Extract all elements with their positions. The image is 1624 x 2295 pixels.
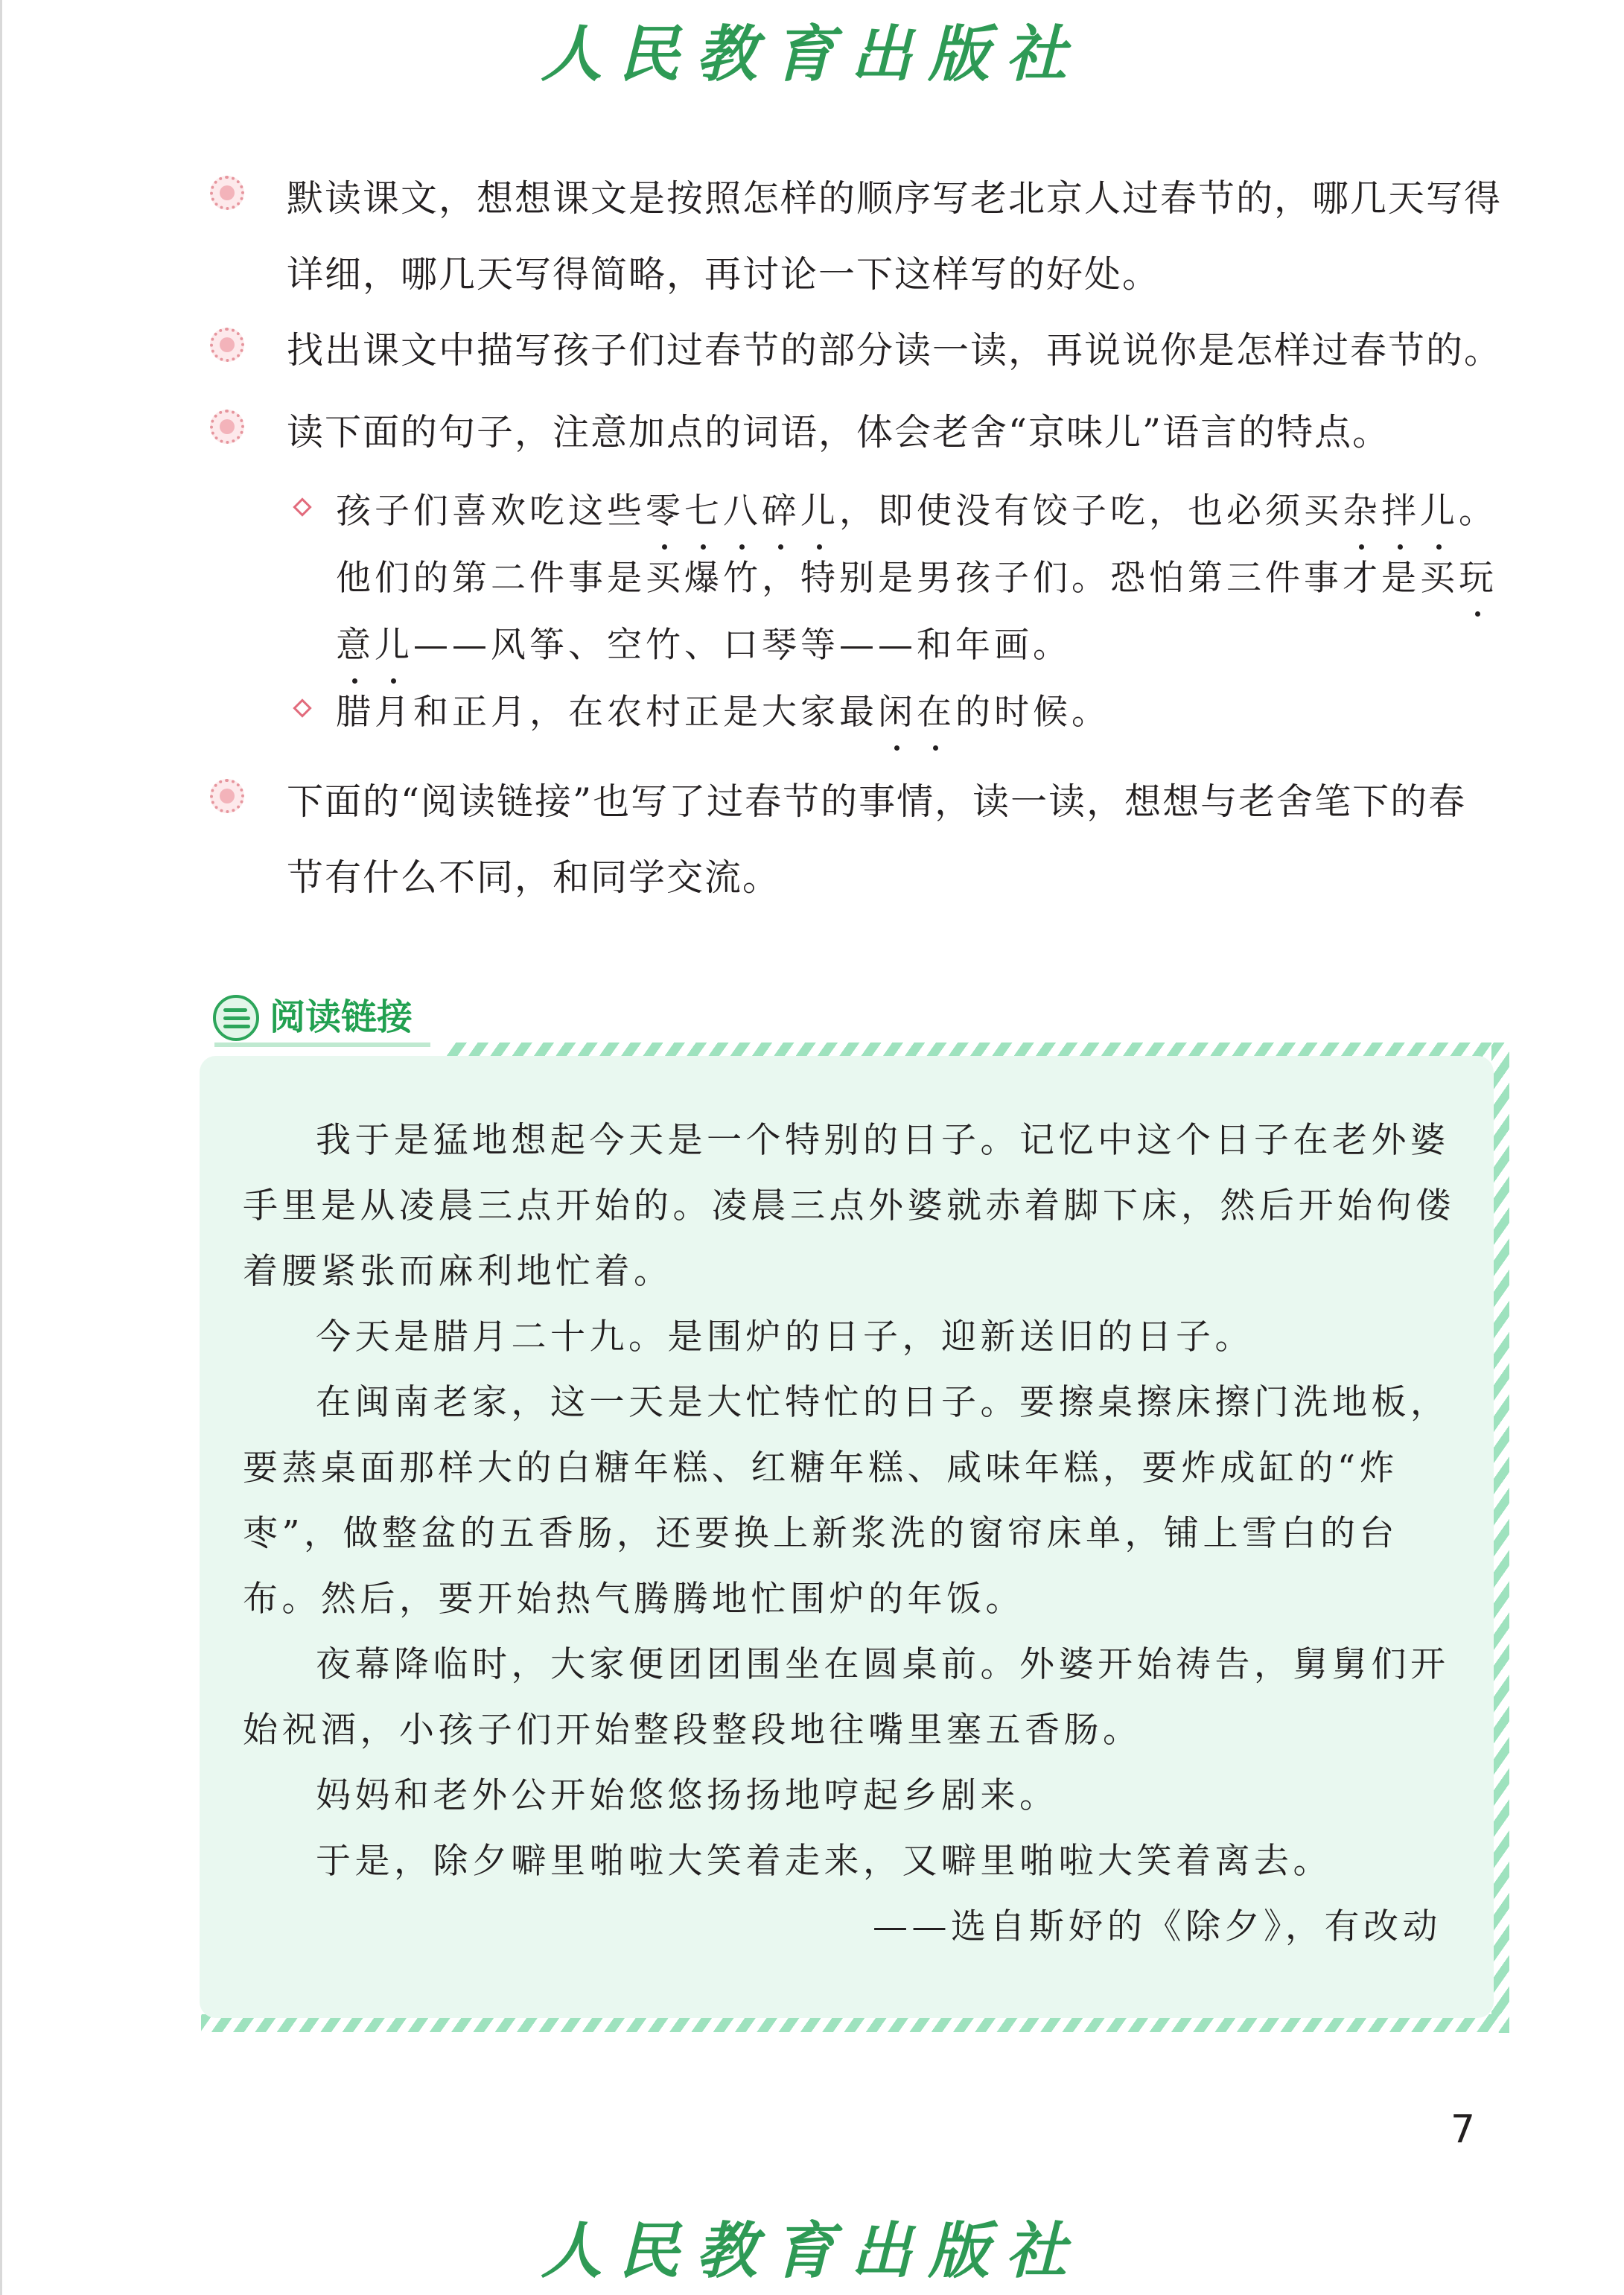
reading-paragraph: 今天是腊月二十九。是围炉的日子，迎新送旧的日子。 bbox=[316, 1317, 1254, 1357]
seal-circle-icon bbox=[210, 176, 244, 210]
question-item-3 bbox=[210, 395, 1520, 471]
dotted-word: 零七八碎儿 bbox=[646, 491, 839, 532]
question-text: 下面的“阅读链接”也写了过春节的事情，读一读，想想与老舍笔下的春 节有什么不同，和同学交流。 bbox=[287, 780, 1467, 899]
page-number: 7 bbox=[1451, 2107, 1476, 2152]
question-text: 默读课文，想想课文是按照怎样的顺序写老北京人过春节的，哪几天写得 详细，哪几天写得简略，再讨论一下这样写的好处。 bbox=[287, 177, 1503, 296]
question-text: 找出课文中描写孩子们过春节的部分读一读，再说说你是怎样过春节的。 bbox=[287, 329, 1503, 372]
question-item-2 bbox=[210, 313, 1520, 389]
reading-paragraph: 夜幕降临时，大家便团团围坐在圆桌前。外婆开始祷告，舅舅们开始祝酒，小孩子们开始整段整段地往嘴里塞五香肠。 bbox=[243, 1644, 1450, 1751]
seal-circle-icon bbox=[210, 410, 244, 444]
book-lines-icon bbox=[213, 995, 259, 1041]
example-sentence-1 bbox=[287, 478, 1508, 679]
example-text: 腊月和正月，在农村正是大家最闲在的时候。 bbox=[336, 679, 1508, 746]
reading-paragraph: 于是，除夕噼里啪啦大笑着走来，又噼里啪啦大笑着离去。 bbox=[316, 1841, 1332, 1882]
diamond-bullet-icon bbox=[293, 497, 311, 516]
dotted-word: 玩 bbox=[1459, 558, 1497, 599]
dotted-word: 闲在 bbox=[878, 692, 955, 733]
publisher-logo-top: 人民教育出版社 bbox=[541, 19, 1083, 90]
reading-source: ——选自斯妤的《除夕》，有改动 bbox=[873, 1906, 1442, 1947]
example-sentence-2 bbox=[287, 679, 1508, 746]
question-text: 读下面的句子，注意加点的词语，体会老舍“京味儿”语言的特点。 bbox=[287, 411, 1391, 453]
reading-paragraph: 在闽南老家，这一天是大忙特忙的日子。要擦桌擦床擦门洗地板，要蒸桌面那样大的白糖年糕、红糖年糕、咸味年糕，要炸成缸的“炸枣”，做整盆的五香肠，还要换上新浆洗的窗帘床单，铺上雪白的台布。然后，要开始热气腾腾地忙围炉的年饭。 bbox=[243, 1382, 1450, 1620]
question-item-1 bbox=[210, 161, 1520, 313]
dotted-word: 意儿 bbox=[336, 625, 413, 666]
question-item-4 bbox=[210, 764, 1520, 916]
seal-circle-icon bbox=[210, 779, 244, 813]
reading-link-label: 阅读链接 bbox=[270, 996, 413, 1038]
dotted-word: 杂拌儿 bbox=[1343, 491, 1459, 532]
example-text: 孩子们喜欢吃这些零七八碎儿，即使没有饺子吃，也必须买杂拌儿。 他们的第二件事是买爆竹，特别是男孩子们。恐怕第三件事才是买玩 意儿——风筝、空竹、口琴等——和年画。 bbox=[336, 478, 1508, 679]
seal-circle-icon bbox=[210, 328, 244, 362]
stripe-border-right bbox=[1491, 1043, 1509, 2033]
diamond-bullet-icon bbox=[293, 698, 311, 717]
publisher-logo-bottom: 人民教育出版社 bbox=[541, 2215, 1083, 2287]
reading-paragraph: 我于是猛地想起今天是一个特别的日子。记忆中这个日子在老外婆手里是从凌晨三点开始的。凌晨三点外婆就赤着脚下床，然后开始佝偻着腰紧张而麻利地忙着。 bbox=[243, 1120, 1455, 1292]
reading-paragraph: 妈妈和老外公开始悠悠扬扬地哼起乡剧来。 bbox=[316, 1775, 1059, 1816]
example-sentences bbox=[287, 478, 1508, 746]
reading-link-text bbox=[243, 1108, 1464, 1960]
reading-link-underline bbox=[214, 1043, 430, 1047]
